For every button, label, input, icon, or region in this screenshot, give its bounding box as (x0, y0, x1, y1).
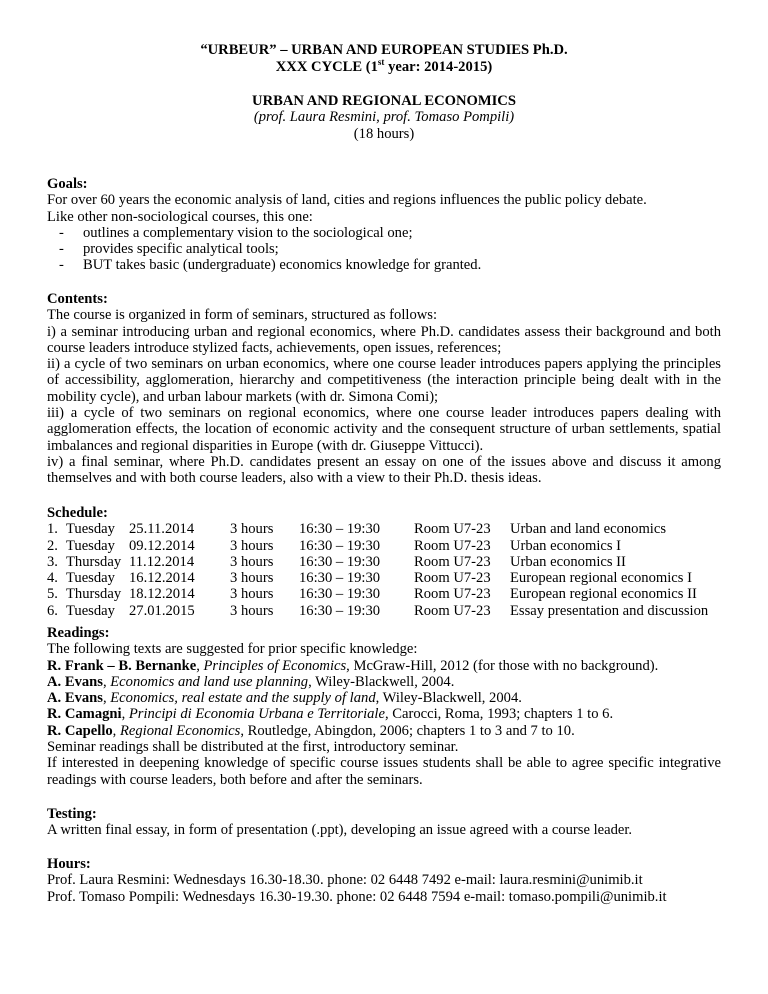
table-row: 2. Tuesday 09.12.2014 3 hours 16:30 – 19:30 Room U7-23 Urban economics I (47, 537, 622, 554)
reading-ref: R. Camagni, Principi di Economia Urbana e Territoriale, Carocci, Roma, 1993; chapters 1 to 6. (47, 706, 614, 723)
schedule-table (47, 521, 721, 619)
testing-heading: Testing: (47, 806, 97, 822)
reading-ref: R. Capello, Regional Economics, Routledge, Abingdon, 2006; chapters 1 to 3 and 7 to 10. (47, 722, 575, 739)
contents-item: iv) a final seminar, where Ph.D. candidates present an essay on one of the issues above and discuss it among themselves and with both course leaders, also with a view to their Ph.D. thesis ideas. (47, 453, 721, 487)
table-row: 5. Thursday 18.12.2014 3 hours 16:30 – 19:30 Room U7-23 European regional economics II (47, 586, 697, 603)
readings-note: If interested in deepening knowledge of specific course issues students shall be able to agree specific integrative readings with course leaders, both before and after the seminars. (47, 755, 721, 788)
hours-heading: Hours: (47, 856, 91, 872)
contents-item: ii) a cycle of two seminars on urban economics, where one course leader introduces papers applying the principles of accessibility, agglomeration, hierarchy and competitiveness (the interaction principle being dealt with in the mobility cycle), and urban labour markets (with dr. Simona Comi); (47, 356, 721, 405)
contents-heading: Contents: (47, 291, 108, 307)
course-title: URBAN AND REGIONAL ECONOMICS (252, 93, 516, 109)
table-row: 1. Tuesday 25.11.2014 3 hours 16:30 – 19:30 Room U7-23 Urban and land economics (47, 521, 667, 538)
schedule-heading: Schedule: (47, 505, 108, 521)
table-row: 3. Thursday 11.12.2014 3 hours 16:30 – 19:30 Room U7-23 Urban economics II (47, 553, 626, 570)
readings-heading: Readings: (47, 625, 110, 641)
readings-intro: The following texts are suggested for prior specific knowledge: (47, 641, 418, 658)
goals-list (47, 225, 721, 274)
reading-ref: A. Evans, Economics and land use planning, Wiley-Blackwell, 2004. (47, 673, 455, 690)
list-item: - BUT takes basic (undergraduate) economics knowledge for granted. (59, 257, 482, 274)
course-professors: (prof. Laura Resmini, prof. Tomaso Pompili) (253, 109, 515, 125)
contents-intro: The course is organized in form of seminars, structured as follows: (47, 307, 438, 324)
reading-ref: A. Evans, Economics, real estate and the supply of land, Wiley-Blackwell, 2004. (47, 690, 522, 707)
contents-section (47, 291, 721, 487)
readings-section (47, 625, 721, 788)
readings-note: Seminar readings shall be distributed at the first, introductory seminar. (47, 739, 459, 756)
testing-section (47, 806, 721, 839)
goals-text: For over 60 years the economic analysis of land, cities and regions influences the public policy debate. (47, 192, 647, 209)
program-title: “URBEUR” – URBAN AND EUROPEAN STUDIES Ph.D. (200, 42, 568, 58)
hours-text: Prof. Tomaso Pompili: Wednesdays 16.30-19.30. phone: 02 6448 7594 e-mail: tomaso.pompili@unimib.it (47, 888, 667, 905)
goals-heading: Goals: (47, 176, 88, 192)
list-item: - provides specific analytical tools; (59, 241, 279, 258)
course-hours: (18 hours) (353, 126, 415, 142)
goals-section (47, 176, 721, 274)
goals-text: Like other non-sociological courses, this one: (47, 208, 313, 225)
hours-section (47, 856, 721, 905)
contents-item: iii) a cycle of two seminars on regional economics, where one course leader introduces papers dealing with agglomeration effects, the location of economic activity and the consequent structure of urban settlements, spatial imbalances and regional disparities in Europe (with dr. Giuseppe Vittucci). (47, 405, 721, 454)
table-row: 6. Tuesday 27.01.2015 3 hours 16:30 – 19:30 Room U7-23 Essay presentation and discussion (47, 602, 709, 619)
hours-text: Prof. Laura Resmini: Wednesdays 16.30-18.30. phone: 02 6448 7492 e-mail: laura.resmini@unimib.it (47, 872, 643, 889)
table-row: 4. Tuesday 16.12.2014 3 hours 16:30 – 19:30 Room U7-23 European regional economics I (47, 570, 692, 587)
list-item: - outlines a complementary vision to the sociological one; (59, 224, 413, 241)
contents-item: i) a seminar introducing urban and regional economics, where Ph.D. candidates assess their background and both course leaders introduce stylized facts, achievements, open issues, references; (47, 323, 721, 356)
testing-text: A written final essay, in form of presentation (.ppt), developing an issue agreed with a course leader. (47, 822, 633, 839)
reading-ref: R. Frank – B. Bernanke, Principles of Economics, McGraw-Hill, 2012 (for those with no background). (47, 657, 659, 674)
schedule-section (47, 505, 721, 619)
cycle-line: XXX CYCLE (1st year: 2014-2015) (275, 57, 493, 75)
